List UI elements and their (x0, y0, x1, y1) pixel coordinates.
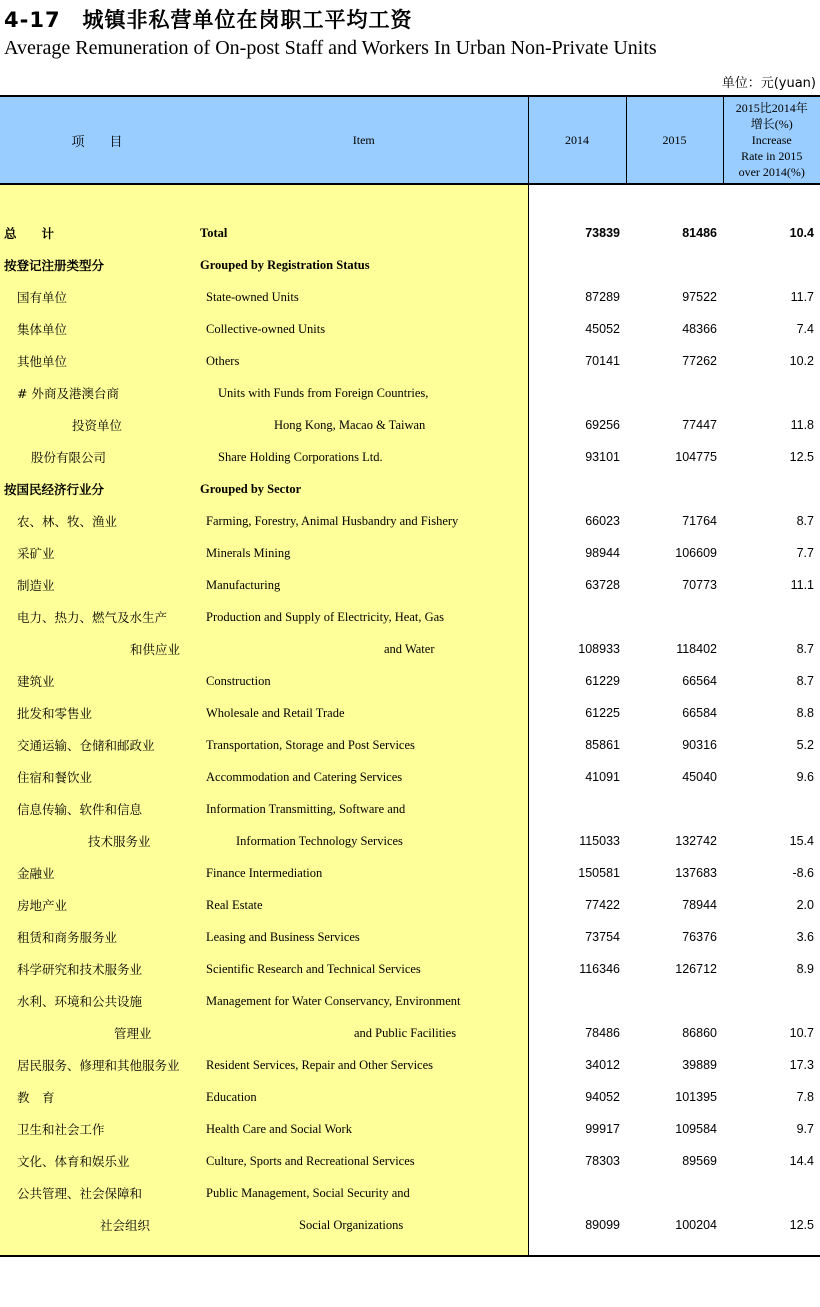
value-increase-rate: 7.8 (796, 1090, 814, 1104)
value-2014: 70141 (528, 345, 626, 377)
table-row (0, 697, 820, 729)
header-2014: 2014 (528, 96, 626, 184)
row-label-cn: 采矿业 (0, 537, 200, 569)
value-increase-rate: 11.7 (790, 290, 814, 304)
row-label-cn: 租赁和商务服务业 (0, 921, 200, 953)
value-2014 (528, 1177, 626, 1209)
row-label-cn: 信息传输、软件和信息 (0, 793, 200, 825)
value-2015: 48366 (682, 322, 717, 336)
table-row (0, 505, 820, 537)
unit-label: 单位：元(yuan) (721, 76, 816, 91)
table-row (0, 825, 820, 857)
value-increase-rate: 8.7 (796, 514, 814, 528)
value-increase-rate: 15.4 (789, 834, 814, 848)
remuneration-table (0, 95, 820, 1257)
table-row (0, 537, 820, 569)
value-2014: 78303 (528, 1145, 626, 1177)
value-2014: 78486 (528, 1017, 626, 1049)
value-2015: 97522 (682, 290, 717, 304)
value-2015 (626, 793, 723, 825)
value-increase-rate (723, 1177, 820, 1209)
row-label-cn: 卫生和社会工作 (0, 1113, 200, 1145)
row-label-cn: 交通运输、仓储和邮政业 (0, 729, 200, 761)
value-increase-rate: -8.6 (792, 866, 814, 880)
row-label-cn: 教 育 (0, 1081, 200, 1113)
row-label-en: Culture, Sports and Recreational Services (200, 1145, 528, 1177)
row-label-en: Construction (200, 665, 528, 697)
row-label-cn: 技术服务业 (0, 825, 200, 857)
value-2015: 126712 (675, 962, 717, 976)
value-2014: 34012 (528, 1049, 626, 1081)
value-increase-rate: 7.4 (796, 322, 814, 336)
row-label-en: and Water (200, 633, 528, 665)
row-label-en: Social Organizations (200, 1209, 528, 1241)
row-label-cn: 集体单位 (0, 313, 200, 345)
value-2014 (528, 473, 626, 505)
row-label-en: Grouped by Sector (200, 473, 528, 505)
header-rate-line: Rate in 2015 (741, 149, 803, 163)
row-label-cn: 和供应业 (0, 633, 200, 665)
value-increase-rate (723, 473, 820, 505)
table-row (0, 473, 820, 505)
value-2014: 99917 (528, 1113, 626, 1145)
table-row (0, 441, 820, 473)
spacer-row (0, 184, 820, 217)
value-increase-rate: 11.1 (790, 578, 814, 592)
value-2015: 137683 (675, 866, 717, 880)
table-row (0, 761, 820, 793)
table-row (0, 1113, 820, 1145)
table-row (0, 953, 820, 985)
value-2015: 109584 (675, 1122, 717, 1136)
value-increase-rate: 8.7 (796, 674, 814, 688)
row-label-en: Education (200, 1081, 528, 1113)
table-row (0, 569, 820, 601)
header-increase-rate (723, 96, 820, 184)
value-2014: 63728 (528, 569, 626, 601)
table-row (0, 409, 820, 441)
value-2015: 71764 (682, 514, 717, 528)
row-label-cn: 建筑业 (0, 665, 200, 697)
value-increase-rate (723, 377, 820, 409)
table-row (0, 1049, 820, 1081)
row-label-cn: 公共管理、社会保障和 (0, 1177, 200, 1209)
row-label-en: Collective-owned Units (200, 313, 528, 345)
row-label-en: Transportation, Storage and Post Services (200, 729, 528, 761)
table-row (0, 601, 820, 633)
value-2015: 104775 (675, 450, 717, 464)
value-2014 (528, 377, 626, 409)
value-2015: 90316 (682, 738, 717, 752)
value-2014: 85861 (528, 729, 626, 761)
value-2014: 93101 (528, 441, 626, 473)
row-label-en: Management for Water Conservancy, Environment (200, 985, 528, 1017)
value-2015: 118402 (676, 642, 717, 656)
row-label-en: Share Holding Corporations Ltd. (200, 441, 528, 473)
row-label-en: Production and Supply of Electricity, Heat, Gas (200, 601, 528, 633)
row-label-cn: 金融业 (0, 857, 200, 889)
value-2015: 100204 (675, 1218, 717, 1232)
value-2015: 39889 (682, 1058, 717, 1072)
row-label-cn: 按登记注册类型分 (0, 249, 200, 281)
row-label-en: Real Estate (200, 889, 528, 921)
value-2015: 70773 (682, 578, 717, 592)
header-rate-line: 增长(%) (750, 117, 793, 131)
row-label-cn: 总 计 (0, 217, 200, 249)
header-rate-line: 2015比2014年 (735, 101, 808, 115)
value-increase-rate (723, 601, 820, 633)
table-row (0, 1081, 820, 1113)
value-increase-rate (723, 985, 820, 1017)
value-2014: 69256 (528, 409, 626, 441)
value-2014: 61225 (528, 697, 626, 729)
value-2015 (626, 473, 723, 505)
value-increase-rate: 5.2 (796, 738, 814, 752)
table-row (0, 1177, 820, 1209)
table-row (0, 1209, 820, 1241)
value-2015: 89569 (682, 1154, 717, 1168)
row-label-cn: 科学研究和技术服务业 (0, 953, 200, 985)
value-increase-rate: 7.7 (796, 546, 814, 560)
row-label-en: Leasing and Business Services (200, 921, 528, 953)
row-label-en: Hong Kong, Macao & Taiwan (200, 409, 528, 441)
value-2015: 66584 (682, 706, 717, 720)
value-increase-rate: 9.7 (796, 1122, 814, 1136)
value-2014: 87289 (528, 281, 626, 313)
row-label-en: Manufacturing (200, 569, 528, 601)
value-increase-rate: 8.7 (796, 642, 814, 656)
value-increase-rate: 10.2 (789, 354, 814, 368)
value-2015: 78944 (682, 898, 717, 912)
row-label-en: Scientific Research and Technical Services (200, 953, 528, 985)
row-label-cn: 农、林、牧、渔业 (0, 505, 200, 537)
value-2015 (626, 377, 723, 409)
row-label-cn: 国有单位 (0, 281, 200, 313)
table-title-en: Average Remuneration of On-post Staff and Workers In Urban Non-Private Units (4, 37, 657, 59)
row-label-en: Finance Intermediation (200, 857, 528, 889)
table-row (0, 1145, 820, 1177)
row-label-en: Health Care and Social Work (200, 1113, 528, 1145)
header-rate-line: Increase (751, 133, 792, 147)
table-row (0, 1017, 820, 1049)
table-row (0, 793, 820, 825)
value-2014: 73754 (528, 921, 626, 953)
row-label-cn: 按国民经济行业分 (0, 473, 200, 505)
row-label-en: and Public Facilities (200, 1017, 528, 1049)
value-2014: 115033 (528, 825, 626, 857)
value-2014: 41091 (528, 761, 626, 793)
value-2014: 98944 (528, 537, 626, 569)
value-increase-rate (723, 793, 820, 825)
value-2015: 101395 (675, 1090, 717, 1104)
table-row (0, 729, 820, 761)
row-label-en: Grouped by Registration Status (200, 249, 528, 281)
table-row (0, 281, 820, 313)
table-row (0, 345, 820, 377)
value-2014: 66023 (528, 505, 626, 537)
value-2014: 77422 (528, 889, 626, 921)
table-row (0, 985, 820, 1017)
value-2015: 77447 (682, 418, 717, 432)
value-2014 (528, 793, 626, 825)
value-2015 (626, 1177, 723, 1209)
table-row (0, 217, 820, 249)
row-label-cn: 住宿和餐饮业 (0, 761, 200, 793)
row-label-cn: 管理业 (0, 1017, 200, 1049)
row-label-en: Units with Funds from Foreign Countries, (200, 377, 528, 409)
value-2015: 77262 (682, 354, 717, 368)
header-2015: 2015 (626, 96, 723, 184)
value-increase-rate: 9.6 (796, 770, 814, 784)
row-label-en: State-owned Units (200, 281, 528, 313)
value-2014: 94052 (528, 1081, 626, 1113)
value-2015 (626, 249, 723, 281)
value-2015 (626, 985, 723, 1017)
row-label-cn: 投资单位 (0, 409, 200, 441)
row-label-en: Resident Services, Repair and Other Services (200, 1049, 528, 1081)
header-item: Item (200, 96, 528, 184)
row-label-en: Information Transmitting, Software and (200, 793, 528, 825)
value-2015: 86860 (682, 1026, 717, 1040)
table-row (0, 377, 820, 409)
value-increase-rate: 12.5 (789, 450, 814, 464)
value-2014: 45052 (528, 313, 626, 345)
row-label-en: Wholesale and Retail Trade (200, 697, 528, 729)
row-label-en: Minerals Mining (200, 537, 528, 569)
value-2015: 45040 (682, 770, 717, 784)
value-increase-rate: 10.4 (789, 226, 814, 240)
value-2015 (626, 601, 723, 633)
value-increase-rate: 12.5 (789, 1218, 814, 1232)
value-2015: 66564 (682, 674, 717, 688)
row-label-cn: 房地产业 (0, 889, 200, 921)
row-label-en: Farming, Forestry, Animal Husbandry and Fishery (200, 505, 528, 537)
row-label-cn: 居民服务、修理和其他服务业 (0, 1049, 200, 1081)
row-label-cn: 社会组织 (0, 1209, 200, 1241)
row-label-cn: 水利、环境和公共设施 (0, 985, 200, 1017)
value-increase-rate: 10.7 (789, 1026, 814, 1040)
table-bottom-padding (0, 1241, 820, 1256)
row-label-cn: 其他单位 (0, 345, 200, 377)
value-increase-rate: 11.8 (790, 418, 814, 432)
row-label-cn: 股份有限公司 (0, 441, 200, 473)
table-row (0, 857, 820, 889)
table-row (0, 921, 820, 953)
row-label-en: Accommodation and Catering Services (200, 761, 528, 793)
value-2014 (528, 601, 626, 633)
value-increase-rate: 8.9 (796, 962, 814, 976)
row-label-cn: # 外商及港澳台商 (0, 377, 200, 409)
value-increase-rate (723, 249, 820, 281)
row-label-en: Others (200, 345, 528, 377)
value-2015: 106609 (675, 546, 717, 560)
row-label-cn: 批发和零售业 (0, 697, 200, 729)
table-title-cn: 4-17 城镇非私营单位在岗职工平均工资 (4, 8, 413, 32)
row-label-cn: 制造业 (0, 569, 200, 601)
header-row (0, 96, 820, 184)
table-row (0, 633, 820, 665)
value-2015: 76376 (682, 930, 717, 944)
row-label-en: Total (200, 217, 528, 249)
row-label-en: Public Management, Social Security and (200, 1177, 528, 1209)
value-2014 (528, 249, 626, 281)
value-2014: 73839 (528, 217, 626, 249)
row-label-cn: 电力、热力、燃气及水生产 (0, 601, 200, 633)
value-2014: 89099 (528, 1209, 626, 1241)
row-label-en: Information Technology Services (200, 825, 528, 857)
value-increase-rate: 8.8 (796, 706, 814, 720)
value-increase-rate: 14.4 (789, 1154, 814, 1168)
row-label-cn: 文化、体育和娱乐业 (0, 1145, 200, 1177)
value-increase-rate: 3.6 (796, 930, 814, 944)
table-row (0, 249, 820, 281)
value-2014: 150581 (528, 857, 626, 889)
value-increase-rate: 17.3 (789, 1058, 814, 1072)
value-2015: 132742 (675, 834, 717, 848)
value-2014: 116346 (528, 953, 626, 985)
header-rate-line: over 2014(%) (738, 165, 805, 179)
value-2014: 108933 (528, 633, 626, 665)
table-row (0, 313, 820, 345)
value-2014: 61229 (528, 665, 626, 697)
table-row (0, 889, 820, 921)
value-increase-rate: 2.0 (796, 898, 814, 912)
table-row (0, 665, 820, 697)
value-2015: 81486 (682, 226, 717, 240)
header-cn: 项 目 (0, 96, 200, 184)
value-2014 (528, 985, 626, 1017)
